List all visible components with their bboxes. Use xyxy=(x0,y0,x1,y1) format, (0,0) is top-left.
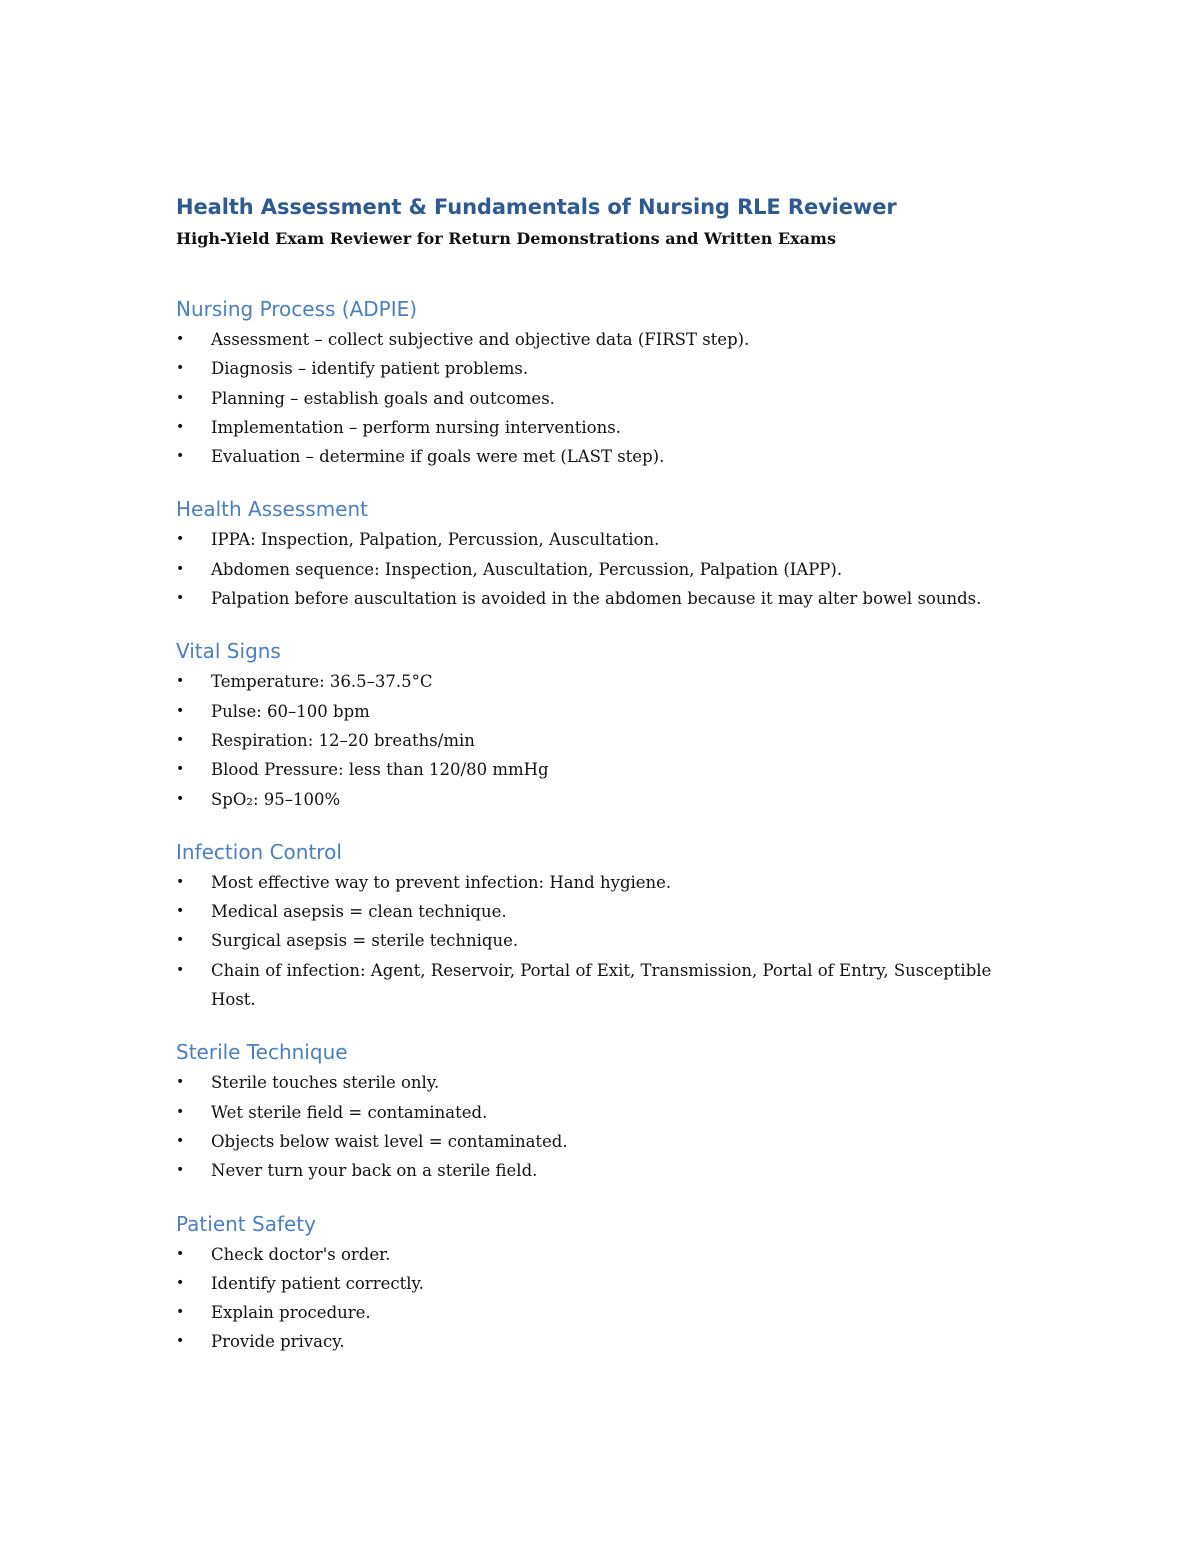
bullet-icon: • xyxy=(176,418,185,435)
list-item-text: Planning – establish goals and outcomes. xyxy=(211,388,555,408)
list-item xyxy=(176,442,1006,471)
list-item xyxy=(176,525,1006,554)
section-heading: Patient Safety xyxy=(176,1211,316,1236)
list-item xyxy=(176,697,1006,726)
list-item-text: Implementation – perform nursing interventions. xyxy=(211,417,621,437)
list-item xyxy=(176,755,1006,784)
list-item-text: Provide privacy. xyxy=(211,1332,345,1352)
section-infection-control xyxy=(176,836,1006,1014)
list-item xyxy=(176,726,1006,755)
list-item-text: Evaluation – determine if goals were met (LAST step). xyxy=(211,447,665,467)
bullet-icon: • xyxy=(176,873,185,890)
bullet-icon: • xyxy=(176,673,185,690)
list-item-text: Sterile touches sterile only. xyxy=(211,1073,440,1093)
list-item-text: IPPA: Inspection, Palpation, Percussion, Auscultation. xyxy=(211,530,660,550)
bullet-icon: • xyxy=(176,790,185,807)
bullet-list xyxy=(176,325,1006,471)
list-item-text: Wet sterile field = contaminated. xyxy=(211,1102,488,1122)
list-item xyxy=(176,1298,1006,1327)
bullet-list xyxy=(176,525,1006,613)
document-page xyxy=(176,191,1006,1379)
list-item xyxy=(176,1127,1006,1156)
document-title: Health Assessment & Fundamentals of Nursing RLE Reviewer xyxy=(176,195,897,219)
bullet-icon: • xyxy=(176,360,185,377)
list-item xyxy=(176,956,1006,1015)
list-item-text: Respiration: 12–20 breaths/min xyxy=(211,730,475,750)
list-item xyxy=(176,413,1006,442)
list-item-text: Temperature: 36.5–37.5°C xyxy=(211,672,433,692)
list-item-text: Objects below waist level = contaminated. xyxy=(211,1131,568,1151)
list-item-text: Identify patient correctly. xyxy=(211,1273,424,1293)
bullet-icon: • xyxy=(176,560,185,577)
section-heading: Health Assessment xyxy=(176,497,369,522)
list-item xyxy=(176,926,1006,955)
list-item xyxy=(176,1269,1006,1298)
bullet-icon: • xyxy=(176,331,185,347)
list-item-text: Chain of infection: Agent, Reservoir, Portal of Exit, Transmission, Portal of Entry, Susceptible Host. xyxy=(211,960,992,1010)
list-item-text: Abdomen sequence: Inspection, Auscultation, Percussion, Palpation (IAPP). xyxy=(211,559,843,579)
list-item xyxy=(176,1156,1006,1185)
bullet-icon: • xyxy=(176,1304,185,1321)
list-item xyxy=(176,1068,1006,1097)
list-item-text: Medical asepsis = clean technique. xyxy=(211,902,507,922)
list-item xyxy=(176,667,1006,696)
bullet-list xyxy=(176,667,1006,813)
bullet-icon: • xyxy=(176,1274,185,1291)
bullet-list xyxy=(176,868,1006,1014)
bullet-icon: • xyxy=(176,1074,185,1091)
list-item xyxy=(176,555,1006,584)
bullet-list xyxy=(176,1068,1006,1185)
spacer xyxy=(176,255,1006,293)
bullet-icon: • xyxy=(176,702,185,719)
list-item-text: Pulse: 60–100 bpm xyxy=(211,701,370,721)
list-item-text: Explain procedure. xyxy=(211,1303,371,1323)
section-nursing-process xyxy=(176,293,1006,471)
section-patient-safety xyxy=(176,1208,1006,1357)
list-item-text: Check doctor's order. xyxy=(211,1244,391,1264)
bullet-icon: • xyxy=(176,1245,185,1262)
bullet-icon: • xyxy=(176,448,185,465)
section-vital-signs xyxy=(176,635,1006,813)
list-item-text: SpO₂: 95–100% xyxy=(211,789,341,809)
list-item xyxy=(176,584,1006,613)
list-item xyxy=(176,1098,1006,1127)
sections-container xyxy=(176,293,1006,1357)
list-item xyxy=(176,354,1006,383)
document-subtitle: High-Yield Exam Reviewer for Return Demonstrations and Written Exams xyxy=(176,229,836,248)
bullet-list xyxy=(176,1240,1006,1357)
bullet-icon: • xyxy=(176,961,185,978)
bullet-icon: • xyxy=(176,932,185,949)
list-item xyxy=(176,785,1006,814)
list-item-text: Palpation before auscultation is avoided in the abdomen because it may alter bowel sounds. xyxy=(211,589,982,609)
list-item-text: Most effective way to prevent infection: Hand hygiene. xyxy=(211,872,672,892)
list-item xyxy=(176,384,1006,413)
section-heading: Vital Signs xyxy=(176,639,281,664)
section-heading: Sterile Technique xyxy=(176,1040,348,1065)
list-item xyxy=(176,1327,1006,1356)
list-item-text: Never turn your back on a sterile field. xyxy=(211,1161,538,1181)
section-heading: Nursing Process (ADPIE) xyxy=(176,297,418,321)
section-heading: Infection Control xyxy=(176,839,342,864)
list-item-text: Surgical asepsis = sterile technique. xyxy=(211,931,519,951)
bullet-icon: • xyxy=(176,1132,185,1149)
section-health-assessment xyxy=(176,493,1006,613)
list-item xyxy=(176,897,1006,926)
bullet-icon: • xyxy=(176,389,185,406)
list-item xyxy=(176,1240,1006,1269)
list-item-text: Diagnosis – identify patient problems. xyxy=(211,359,529,379)
bullet-icon: • xyxy=(176,761,185,778)
list-item xyxy=(176,325,1006,354)
bullet-icon: • xyxy=(176,1162,185,1179)
bullet-icon: • xyxy=(176,1333,185,1350)
bullet-icon: • xyxy=(176,590,185,607)
bullet-icon: • xyxy=(176,903,185,920)
list-item-text: Assessment – collect subjective and objective data (FIRST step). xyxy=(211,330,750,349)
bullet-icon: • xyxy=(176,731,185,748)
list-item xyxy=(176,868,1006,897)
bullet-icon: • xyxy=(176,1103,185,1120)
list-item-text: Blood Pressure: less than 120/80 mmHg xyxy=(211,760,549,780)
bullet-icon: • xyxy=(176,531,185,548)
section-sterile-technique xyxy=(176,1036,1006,1185)
